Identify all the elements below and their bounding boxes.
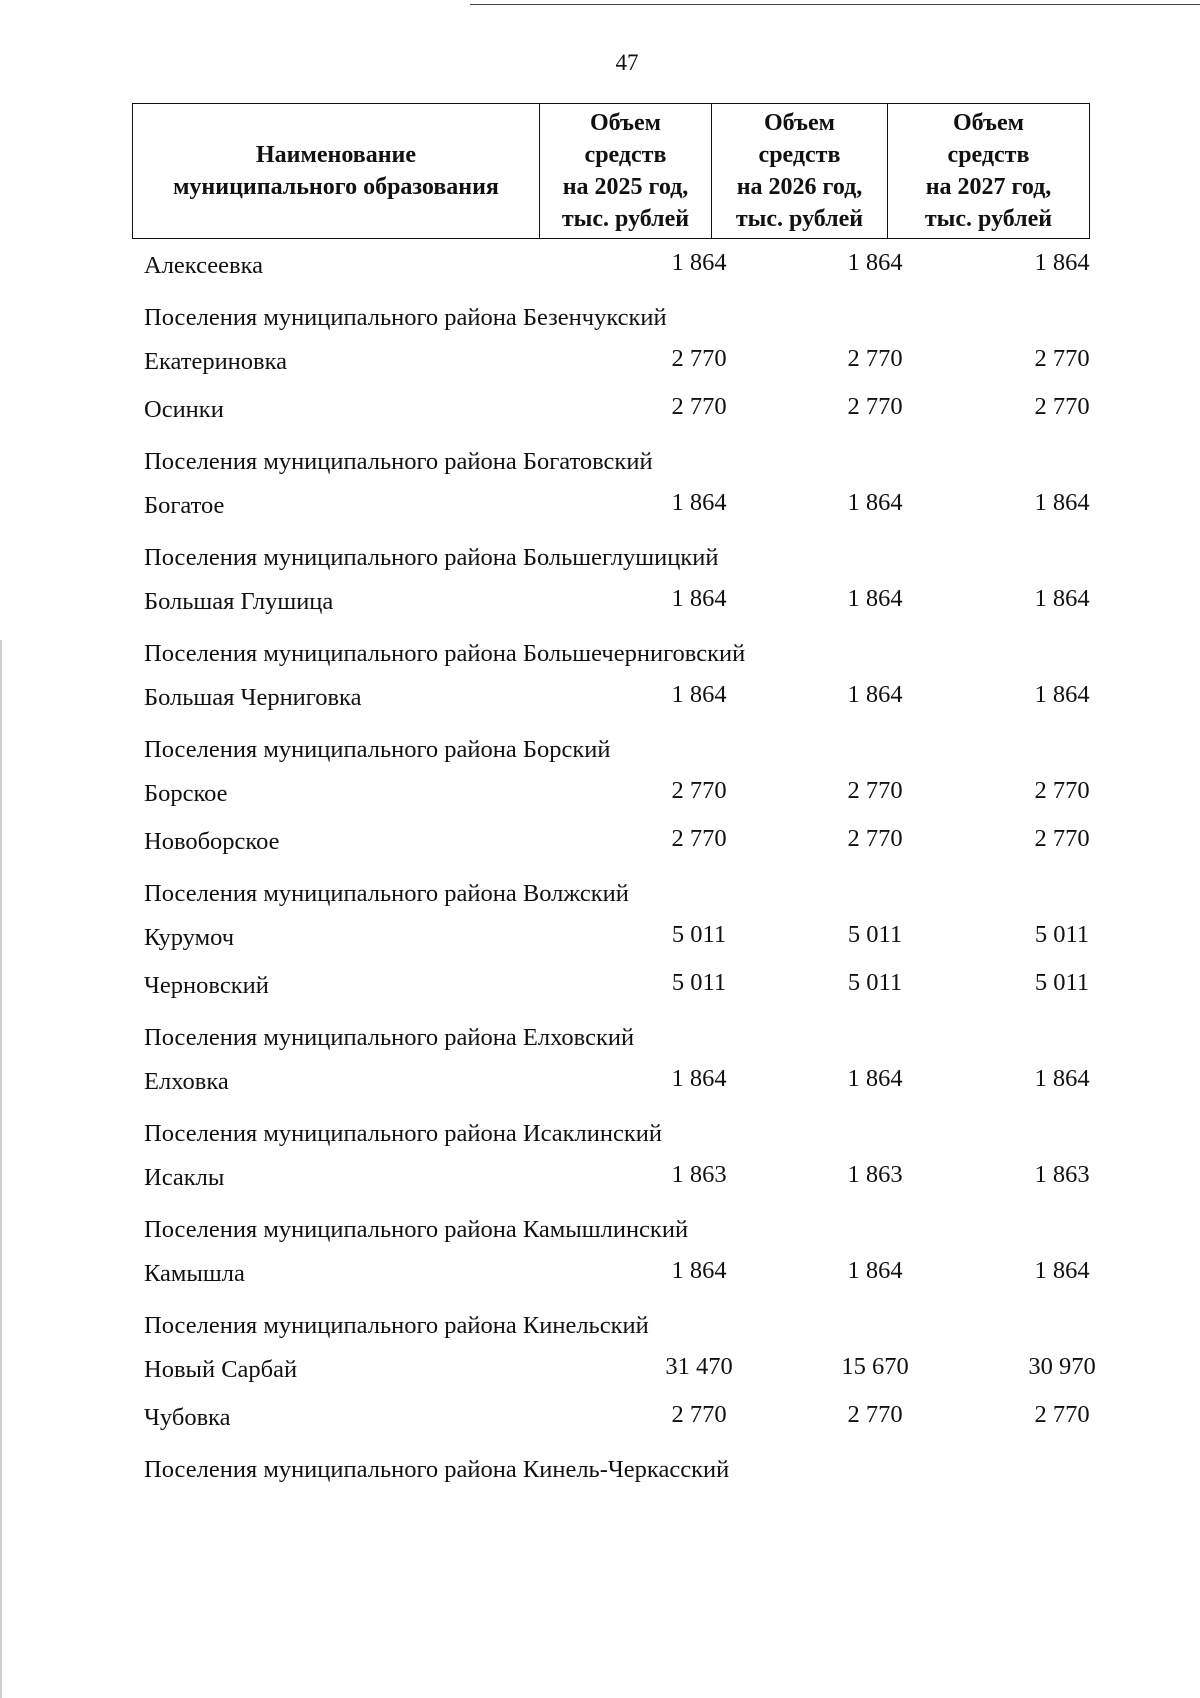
group-heading-row: [144, 294, 1084, 342]
header-2025-text: Объем средств на 2025 год, тыс. рублей: [561, 110, 690, 232]
amount-2025: 2 770: [671, 825, 727, 852]
amount-2027: 30 970: [1028, 1353, 1096, 1380]
group-heading-row: [144, 534, 1084, 582]
group-heading: Поселения муниципального района Безенчукский: [144, 304, 667, 331]
group-heading: Поселения муниципального района Большечерниговский: [144, 640, 746, 667]
header-2027: [888, 104, 1090, 239]
group-heading: Поселения муниципального района Елховский: [144, 1024, 635, 1051]
table-row: [144, 822, 1090, 870]
amount-2025: 5 011: [671, 969, 727, 996]
amount-2027: 2 770: [1034, 1401, 1090, 1428]
amount-2026: 2 770: [847, 345, 903, 372]
amount-2026: 2 770: [847, 1401, 903, 1428]
amount-2025: 2 770: [671, 393, 727, 420]
header-2027-text: Объем средств на 2027 год, тыс. рублей: [924, 110, 1053, 232]
amount-2027: 2 770: [1034, 393, 1090, 420]
group-heading-row: [144, 1446, 1084, 1494]
amount-2026: 1 864: [847, 681, 903, 708]
amount-2027: 1 864: [1034, 249, 1090, 276]
amount-2025: 1 864: [671, 681, 727, 708]
amount-2026: 1 864: [847, 489, 903, 516]
amount-2025: 1 863: [671, 1161, 727, 1188]
amount-2026: 1 864: [847, 1065, 903, 1092]
group-heading: Поселения муниципального района Борский: [144, 736, 611, 763]
table-row: [144, 1062, 1090, 1110]
municipality-name: Новоборское: [144, 828, 280, 855]
amount-2025: 1 864: [671, 585, 727, 612]
table-row: [144, 1158, 1090, 1206]
municipality-name: Екатериновка: [144, 348, 288, 375]
group-heading-row: [144, 726, 1084, 774]
amount-2027: 1 864: [1034, 489, 1090, 516]
municipality-name: Исаклы: [144, 1164, 225, 1191]
table-row: [144, 774, 1090, 822]
municipality-name: Большая Глушица: [144, 588, 334, 615]
amount-2026: 1 863: [847, 1161, 903, 1188]
group-heading-row: [144, 630, 1084, 678]
amount-2027: 1 864: [1034, 585, 1090, 612]
amount-2027: 2 770: [1034, 777, 1090, 804]
municipality-name: Черновский: [144, 972, 269, 999]
group-heading-row: [144, 1110, 1084, 1158]
amount-2026: 2 770: [847, 777, 903, 804]
table-row: [144, 486, 1090, 534]
group-heading-row: [144, 1302, 1084, 1350]
amount-2025: 2 770: [671, 777, 727, 804]
table-row: [144, 1254, 1090, 1302]
table-header: [132, 103, 1090, 239]
table-row: [144, 390, 1090, 438]
amount-2025: 1 864: [671, 1257, 727, 1284]
amount-2027: 2 770: [1034, 345, 1090, 372]
amount-2027: 5 011: [1034, 921, 1090, 948]
amount-2026: 1 864: [847, 249, 903, 276]
header-2025: [540, 104, 712, 239]
amount-2026: 2 770: [847, 825, 903, 852]
amount-2026: 5 011: [847, 921, 903, 948]
amount-2026: 2 770: [847, 393, 903, 420]
municipality-name: Осинки: [144, 396, 224, 423]
amount-2027: 2 770: [1034, 825, 1090, 852]
municipality-name: Алексеевка: [144, 252, 263, 279]
table-row: [144, 1398, 1090, 1446]
amount-2027: 1 864: [1034, 1257, 1090, 1284]
amount-2027: 1 864: [1034, 1065, 1090, 1092]
municipality-name: Богатое: [144, 492, 225, 519]
table-row: [144, 678, 1090, 726]
municipality-name: Курумоч: [144, 924, 235, 951]
table-row: [144, 582, 1090, 630]
municipality-name: Камышла: [144, 1260, 245, 1287]
group-heading: Поселения муниципального района Богатовский: [144, 448, 653, 475]
table-body: [144, 246, 1096, 1494]
municipality-name: Борское: [144, 780, 228, 807]
amount-2026: 1 864: [847, 1257, 903, 1284]
amount-2025: 2 770: [671, 1401, 727, 1428]
group-heading: Поселения муниципального района Волжский: [144, 880, 629, 907]
municipality-name: Новый Сарбай: [144, 1356, 298, 1383]
amount-2025: 5 011: [671, 921, 727, 948]
group-heading: Поселения муниципального района Камышлинский: [144, 1216, 689, 1243]
amount-2025: 31 470: [665, 1353, 733, 1380]
amount-2027: 5 011: [1034, 969, 1090, 996]
amount-2025: 2 770: [671, 345, 727, 372]
group-heading-row: [144, 438, 1084, 486]
amount-2025: 1 864: [671, 1065, 727, 1092]
table-row: [144, 1350, 1096, 1398]
municipality-name: Елховка: [144, 1068, 229, 1095]
header-name-text: Наименование муниципального образования: [173, 142, 499, 200]
amount-2026: 15 670: [841, 1353, 909, 1380]
scan-edge-line-left: [0, 640, 2, 1698]
amount-2027: 1 863: [1034, 1161, 1090, 1188]
group-heading-row: [144, 1206, 1084, 1254]
header-2026: [712, 104, 888, 239]
table-row: [144, 966, 1090, 1014]
municipality-name: Чубовка: [144, 1404, 231, 1431]
amount-2025: 1 864: [671, 249, 727, 276]
table-row: [144, 342, 1090, 390]
table-row: [144, 246, 1090, 294]
amount-2025: 1 864: [671, 489, 727, 516]
table-row: [144, 918, 1090, 966]
amount-2026: 5 011: [847, 969, 903, 996]
group-heading: Поселения муниципального района Кинельский: [144, 1312, 649, 1339]
group-heading-row: [144, 1014, 1084, 1062]
group-heading: Поселения муниципального района Большеглушицкий: [144, 544, 719, 571]
scan-edge-line: [470, 4, 1200, 5]
header-2026-text: Объем средств на 2026 год, тыс. рублей: [735, 110, 864, 232]
group-heading-row: [144, 870, 1084, 918]
amount-2027: 1 864: [1034, 681, 1090, 708]
group-heading: Поселения муниципального района Исаклинский: [144, 1120, 662, 1147]
page-number: 47: [615, 50, 639, 75]
header-name: [133, 104, 540, 239]
municipality-name: Большая Черниговка: [144, 684, 362, 711]
header-row: [133, 104, 1090, 239]
group-heading: Поселения муниципального района Кинель-Черкасский: [144, 1456, 730, 1483]
amount-2026: 1 864: [847, 585, 903, 612]
